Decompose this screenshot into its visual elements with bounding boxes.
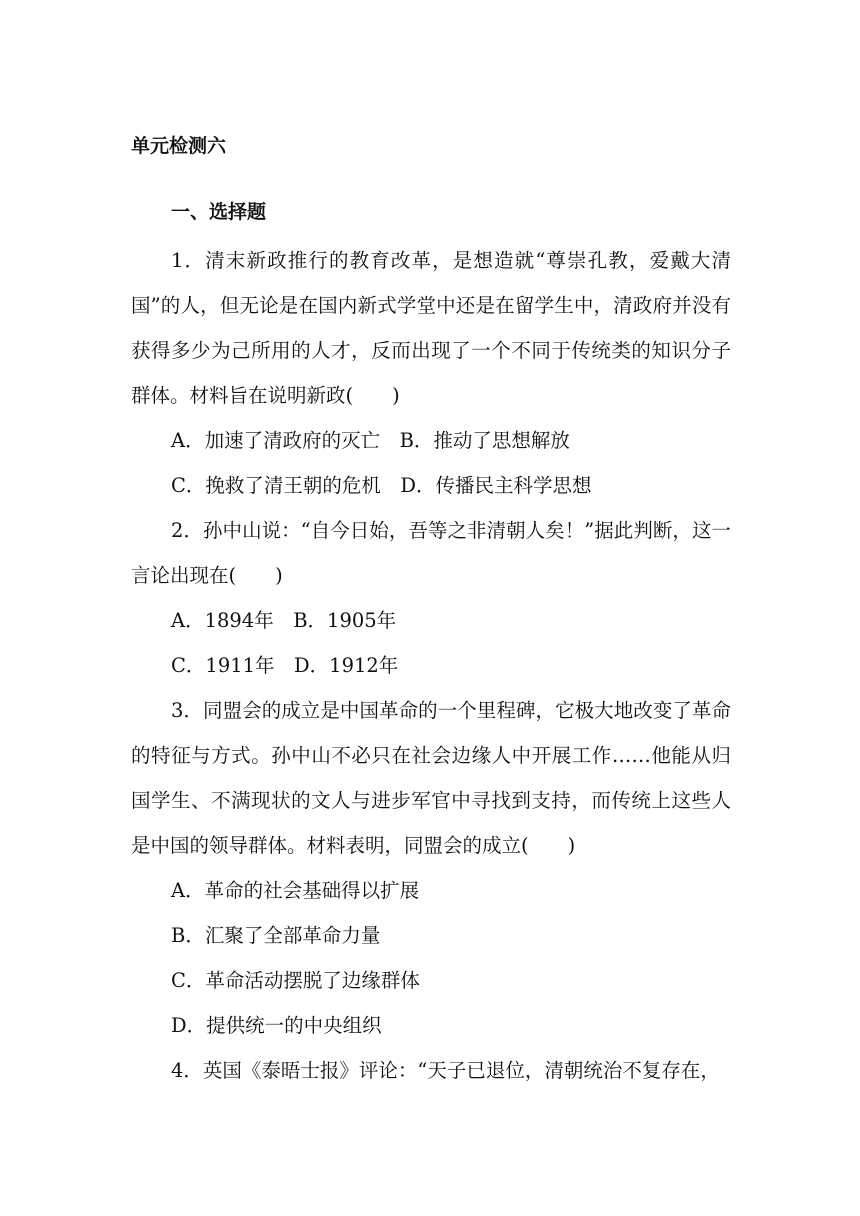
question-2-stem: 2．孙中山说：“自今日始，吾等之非清朝人矣！”据此判断，这一言论出现在( ) [131,519,731,587]
question-2-options-line-1: A．1894年 B．1905年 [171,609,397,632]
question-3-option-d: D．提供统一的中央组织 [171,1014,382,1037]
question-3-stem: 3．同盟会的成立是中国革命的一个里程碑，它极大地改变了革命的特征与方式。孙中山不必只在社会边缘人中开展工作……他能从归国学生、不满现状的文人与进步军官中寻找到支持，而传统上这些人是中国的领导群体。材料表明，同盟会的成立( ) [131,699,731,857]
question-3-option-b: B．汇聚了全部革命力量 [171,924,381,947]
question-3-option-a: A．革命的社会基础得以扩展 [171,879,420,902]
question-1-options-line-1: A．加速了清政府的灭亡 B．推动了思想解放 [171,429,570,452]
section-title: 一、选择题 [171,201,267,223]
unit-title: 单元检测六 [131,135,227,157]
question-4-stem: 4．英国《泰晤士报》评论：“天子已退位，清朝统治不复存在， [171,1059,720,1082]
question-2-options-line-2: C．1911年 D．1912年 [171,654,399,677]
question-list [131,238,731,1093]
question-1-options-line-2: C．挽救了清王朝的危机 D．传播民主科学思想 [171,474,592,497]
question-3-option-c: C．革命活动摆脱了边缘群体 [171,969,420,992]
question-1-stem: 1．清末新政推行的教育改革，是想造就“尊崇孔教，爱戴大清国”的人，但无论是在国内新式学堂中还是在留学生中，清政府并没有获得多少为己所用的人才，反而出现了一个不同于传统类的知识分子群体。材料旨在说明新政( ) [131,249,731,407]
